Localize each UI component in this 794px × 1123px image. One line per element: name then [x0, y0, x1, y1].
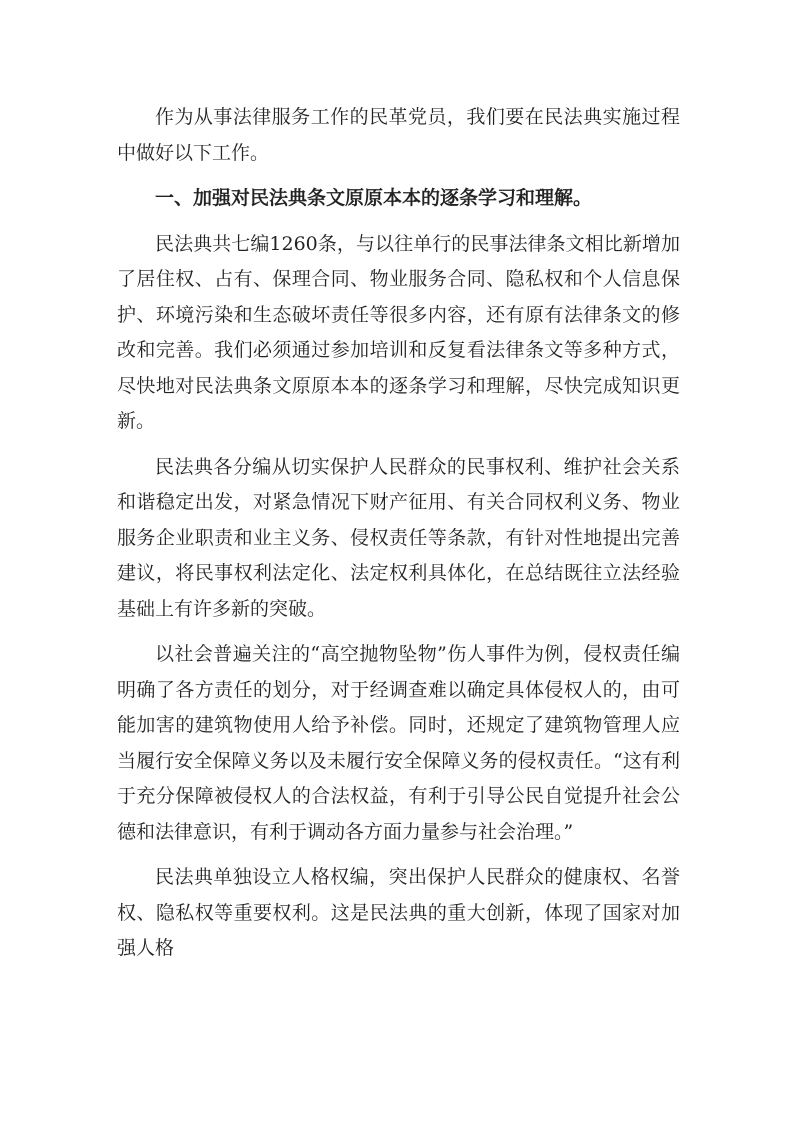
body-paragraph: 民法典共七编1260条，与以往单行的民事法律条文相比新增加了居住权、占有、保理合同、物业服务合同、隐私权和个人信息保护、环境污染和生态破坏责任等很多内容，还有原有法律条文的修改和完善。我们必须通过参加培训和反复看法律条文等多种方式，尽快地对民法典条文原原本本的逐条学习和理解，尽快完成知识更新。 [117, 232, 680, 432]
body-paragraph: 民法典单独设立人格权编，突出保护人民群众的健康权、名誉权、隐私权等重要权利。这是民法典的重大创新，体现了国家对加强人格 [117, 866, 680, 959]
document-body [117, 100, 680, 977]
body-paragraph: 民法典各分编从切实保护人民群众的民事权利、维护社会关系和谐稳定出发，对紧急情况下财产征用、有关合同权利义务、物业服务企业职责和业主义务、侵权责任等条款，有针对性地提出完善建议，将民事权利法定化、法定权利具体化，在总结既往立法经验基础上有许多新的突破。 [117, 455, 680, 620]
intro-paragraph: 作为从事法律服务工作的民革党员，我们要在民法典实施过程中做好以下工作。 [117, 106, 680, 164]
body-paragraph: 以社会普遍关注的“高空抛物坠物”伤人事件为例，侵权责任编明确了各方责任的划分，对于经调查难以确定具体侵权人的，由可能加害的建筑物使用人给予补偿。同时，还规定了建筑物管理人应当履行安全保障义务以及未履行安全保障义务的侵权责任。“这有利于充分保障被侵权人的合法权益，有利于引导公民自觉提升社会公德和法律意识，有利于调动各方面力量参与社会治理。” [117, 643, 680, 843]
section-heading: 一、加强对民法典条文原原本本的逐条学习和理解。 [155, 187, 593, 209]
